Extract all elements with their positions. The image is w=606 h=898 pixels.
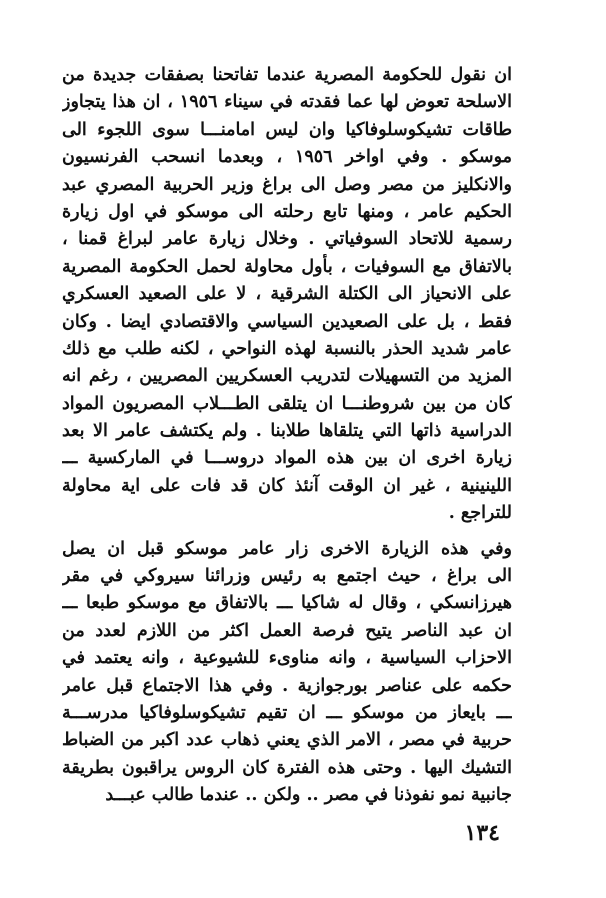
text-line: رسمية للاتحاد السوفياتي . وخلال زيارة عامر لبراغ قمنا ،	[62, 229, 512, 250]
text-line: حكمه على عناصر بورجوازية . وفي هذا الاجتماع قبل عامر	[62, 675, 512, 696]
text-line: على الانحياز الى الكتلة الشرقية ، لا على الصعيد العسكري	[62, 284, 512, 305]
text-line: الاحزاب السياسية ، وانه مناوىء للشيوعية ، وانه يعتمد في	[62, 648, 512, 669]
text-line: طاقات تشيكوسلوفاكيا وان ليس امامنـــا سوى اللجوء الى	[62, 119, 512, 140]
text-line: التشيك اليها . وحتى هذه الفترة كان الروس يراقبون بطريقة	[62, 757, 512, 778]
text-line: ان نقول للحكومة المصرية عندما تفاتحنا بصفقات جديدة من	[62, 65, 512, 85]
text-line: وفي هذه الزيارة الاخرى زار عامر موسكو قبل ان يصل	[62, 538, 512, 559]
text-line: الحكيم عامر ، ومنها تابع رحلته الى موسكو في اول زيارة	[62, 201, 512, 222]
text-line: فقط ، بل على الصعيدين السياسي والاقتصادي ايضا . وكان	[62, 311, 512, 332]
text-line: والانكليز من مصر وصل الى براغ وزير الحربية المصري عبد	[62, 174, 512, 195]
text-line: الدراسية ذاتها التي يتلقاها طلابنا . ولم يكتشف عامر الا بعد	[62, 421, 512, 442]
text-line: هيرزانسكي ، وقال له شاكيا ـــ بالاتفاق مع موسكو طبعا ـــ	[62, 593, 512, 614]
text-line: ان عبد الناصر يتيح فرصة العمل اكثر من اللازم لعدد من	[62, 620, 512, 641]
text-line: الاسلحة تعوض لها عما فقدته في سيناء ١٩٥٦ ، ان هذا يتجاوز	[62, 92, 512, 113]
text-line: كان من بين شروطنـــا ان يتلقى الطـــلاب المصريون المواد	[62, 393, 512, 414]
text-line: اللينينية ، غير ان الوقت آنئذ كان قد فات على اية محاولة	[62, 475, 512, 496]
page-number: ١٣٤	[464, 820, 500, 846]
text-line: ـــ بايعاز من موسكو ـــ ان تقيم تشيكوسلوفاكيا مدرســـة	[62, 702, 512, 723]
paragraph-2	[62, 536, 512, 810]
text-line: عامر شديد الحذر بالنسبة لهذه النواحي ، لكنه طلب مع ذلك	[62, 338, 512, 359]
text-line: زيارة اخرى ان بين هذه المواد دروســـا في الماركسية ـــ	[62, 448, 512, 469]
paragraph-1	[62, 62, 512, 528]
page-body	[62, 62, 512, 810]
text-line: حربية في مصر ، الامر الذي يعني ذهاب عدد اكبر من الضباط	[62, 730, 512, 751]
text-line: بالاتفاق مع السوفيات ، بأول محاولة لحمل الحكومة المصرية	[62, 256, 512, 277]
text-line: للتراجع .	[448, 503, 512, 524]
text-line: جانبية نمو نفوذنا في مصر .. ولكن .. عندما طالب عبـــد	[105, 785, 512, 806]
paragraph-gap	[62, 528, 512, 536]
text-line: الى براغ ، حيث اجتمع به رئيس وزرائنا سيروكي في مقر	[62, 566, 512, 587]
text-line: موسكو . وفي اواخر ١٩٥٦ ، وبعدما انسحب الفرنسيون	[62, 147, 512, 168]
text-line: المزيد من التسهيلات لتدريب العسكريين المصريين ، رغم انه	[62, 366, 512, 387]
